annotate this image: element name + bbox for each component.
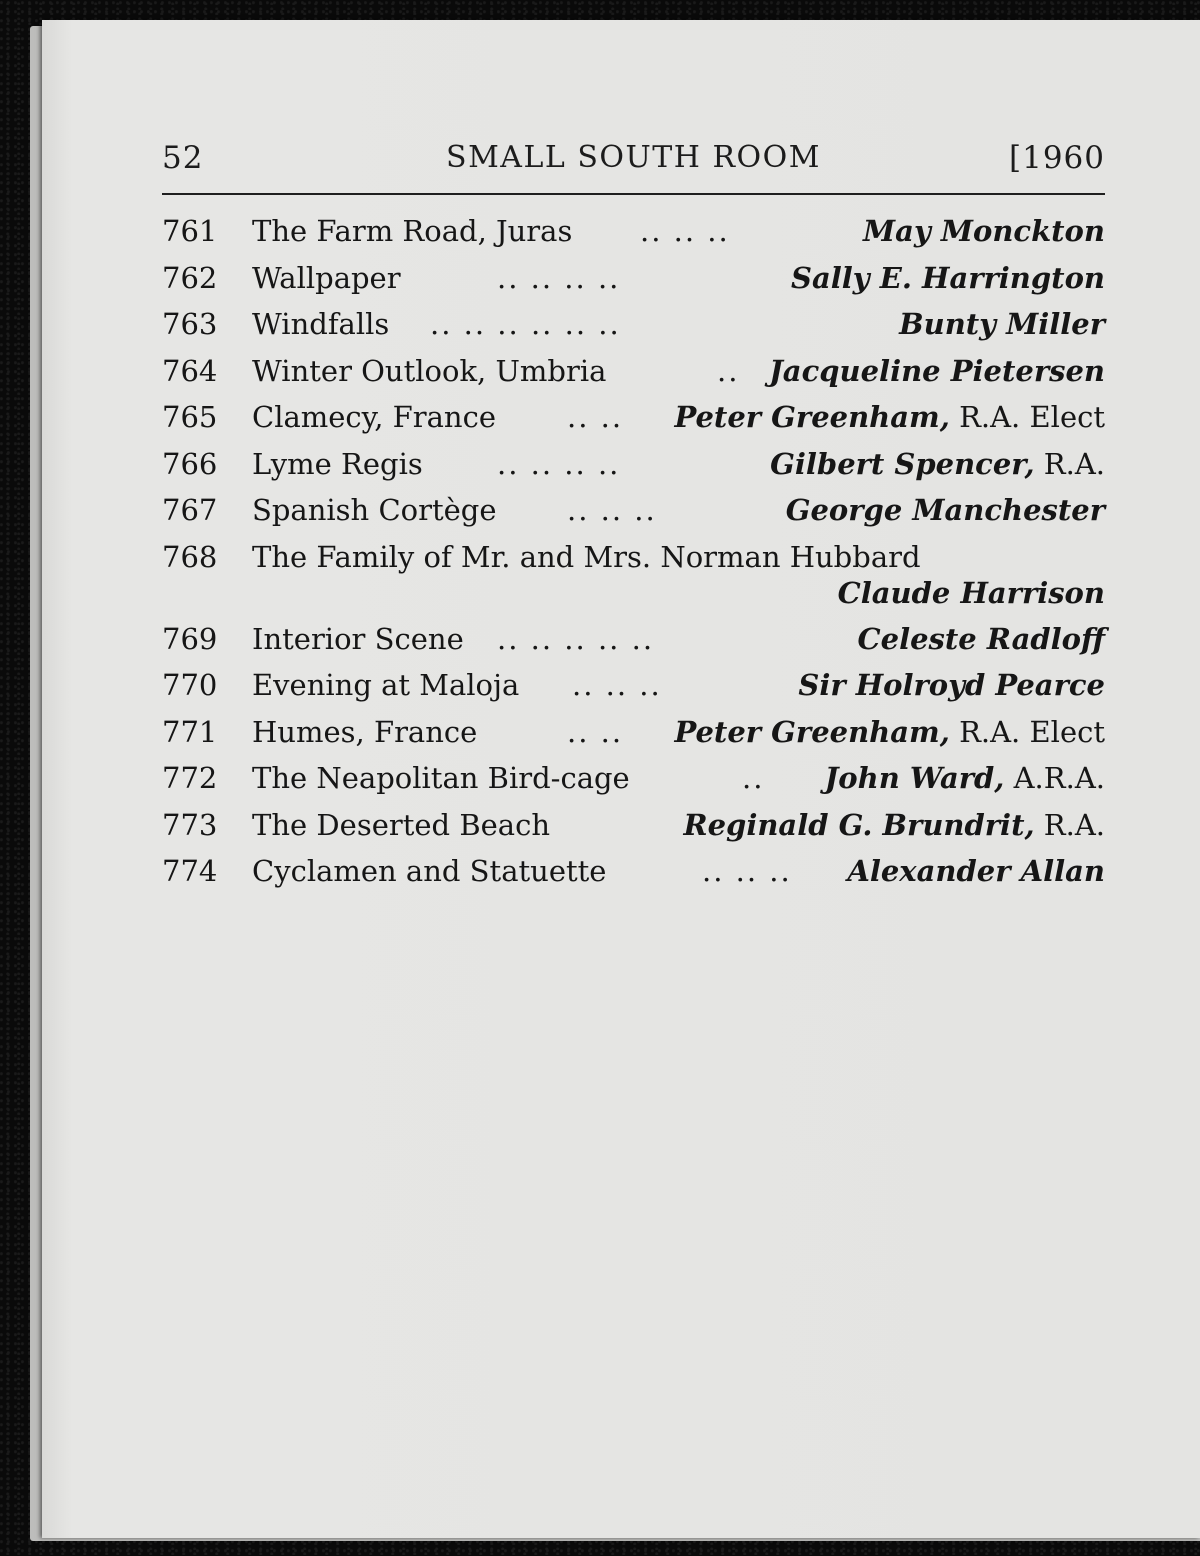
page-year: [1960 bbox=[1009, 140, 1105, 176]
entry-row bbox=[162, 662, 1105, 709]
entry-leader: .. .. .. bbox=[572, 668, 662, 702]
entry-list bbox=[162, 208, 1105, 895]
entry-artist: Sir Holroyd Pearce bbox=[798, 668, 1105, 702]
entry-title: Windfalls bbox=[252, 307, 390, 341]
page-title: SMALL SOUTH ROOM bbox=[446, 140, 821, 175]
entry-number: 773 bbox=[162, 807, 218, 842]
entry-artist-suffix: R.A. bbox=[1043, 807, 1105, 842]
entry-number: 768 bbox=[162, 539, 218, 574]
entry-title: Cyclamen and Statuette bbox=[252, 854, 607, 888]
entry-artist-block bbox=[847, 848, 1105, 894]
entry-artist-suffix: A.R.A. bbox=[1013, 761, 1105, 795]
entry-row bbox=[162, 441, 1105, 488]
entry-title: Winter Outlook, Umbria bbox=[252, 353, 607, 388]
entry-title: Evening at Maloja bbox=[252, 668, 520, 702]
entry-artist-block bbox=[798, 662, 1105, 708]
entry-artist: Bunty Miller bbox=[899, 307, 1105, 341]
entry-row bbox=[162, 348, 1105, 395]
entry-artist: John Ward, bbox=[824, 761, 1005, 795]
entry-number: 771 bbox=[162, 714, 218, 749]
entry-number: 770 bbox=[162, 668, 218, 702]
entry-row bbox=[162, 487, 1105, 534]
entry-row bbox=[162, 394, 1105, 441]
entry-title: Clamecy, France bbox=[252, 400, 496, 434]
entry-title: Lyme Regis bbox=[252, 446, 423, 481]
entry-artist: May Monckton bbox=[863, 214, 1105, 248]
entry-row bbox=[162, 755, 1105, 802]
entry-number: 772 bbox=[162, 761, 218, 795]
entry-number: 761 bbox=[162, 214, 218, 248]
entry-artist-block bbox=[786, 487, 1105, 533]
entry-row bbox=[162, 208, 1105, 255]
entry-leader: .. .. .. .. bbox=[497, 260, 621, 295]
entry-leader: .. .. .. .. bbox=[497, 446, 621, 481]
entry-row bbox=[162, 255, 1105, 302]
entry-leader: .. .. .. bbox=[702, 854, 792, 888]
entry-artist: Celeste Radloff bbox=[857, 621, 1105, 656]
entry-leader: .. .. bbox=[567, 400, 624, 434]
entry-artist: Sally E. Harrington bbox=[791, 260, 1105, 295]
entry-artist-block bbox=[674, 394, 1105, 440]
entry-title: The Farm Road, Juras bbox=[252, 214, 573, 248]
entry-title: Wallpaper bbox=[252, 260, 401, 295]
entry-artist-block bbox=[769, 348, 1105, 394]
entry-artist: George Manchester bbox=[785, 493, 1105, 527]
entry-artist: Alexander Allan bbox=[847, 854, 1105, 888]
entry-title: Spanish Cortège bbox=[252, 493, 497, 527]
entry-number: 763 bbox=[162, 307, 218, 341]
entry-row bbox=[162, 616, 1105, 663]
entry-artist: Jacqueline Pietersen bbox=[769, 353, 1105, 388]
entry-artist-suffix: R.A. Elect bbox=[959, 714, 1105, 749]
entry-number: 774 bbox=[162, 854, 218, 888]
entry-number: 766 bbox=[162, 446, 218, 481]
entry-leader: .. bbox=[717, 353, 740, 388]
entry-artist-block bbox=[674, 709, 1105, 755]
entry-artist: Gilbert Spencer, bbox=[770, 446, 1035, 481]
entry-artist-block bbox=[770, 441, 1105, 487]
entry-title: The Deserted Beach bbox=[252, 807, 551, 842]
entry-row bbox=[162, 709, 1105, 756]
entry-leader: .. .. bbox=[567, 714, 624, 749]
entry-leader: .. .. .. bbox=[640, 214, 730, 248]
entry-title: Interior Scene bbox=[252, 621, 464, 656]
entry-artist-block bbox=[863, 208, 1105, 254]
entry-leader: .. .. .. .. .. bbox=[497, 621, 655, 656]
entry-row bbox=[162, 802, 1105, 849]
entry-artist-block bbox=[791, 255, 1105, 301]
header-rule bbox=[162, 193, 1105, 195]
entry-title: The Neapolitan Bird-cage bbox=[252, 761, 630, 795]
entry-number: 767 bbox=[162, 493, 218, 527]
entry-leader: .. bbox=[742, 761, 765, 795]
entry-artist-block bbox=[825, 755, 1105, 801]
entry-number: 765 bbox=[162, 400, 218, 434]
entry-artist-block bbox=[899, 301, 1105, 347]
entry-row bbox=[162, 301, 1105, 348]
entry-artist: Reginald G. Brundrit, bbox=[683, 807, 1035, 842]
entry-artist-block bbox=[838, 570, 1105, 616]
entry-artist-block bbox=[684, 802, 1106, 848]
entry-artist-suffix: R.A. bbox=[1043, 446, 1105, 481]
entry-artist-suffix: R.A. Elect bbox=[959, 400, 1105, 434]
entry-number: 769 bbox=[162, 621, 218, 656]
page-header bbox=[162, 120, 1105, 180]
page-number: 52 bbox=[162, 140, 204, 176]
entry-title: The Family of Mr. and Mrs. Norman Hubbard bbox=[252, 539, 921, 574]
entry-artist-block bbox=[858, 616, 1105, 662]
entry-artist: Peter Greenham, bbox=[674, 714, 950, 749]
entry-artist: Claude Harrison bbox=[837, 575, 1105, 610]
entry-row bbox=[162, 848, 1105, 895]
entry-number: 762 bbox=[162, 260, 218, 295]
entry-title: Humes, France bbox=[252, 714, 478, 749]
entry-artist: Peter Greenham, bbox=[674, 400, 950, 434]
entry-row bbox=[162, 534, 1105, 616]
entry-leader: .. .. .. bbox=[567, 493, 657, 527]
entry-leader: .. .. .. .. .. .. bbox=[430, 307, 621, 341]
entry-number: 764 bbox=[162, 353, 218, 388]
